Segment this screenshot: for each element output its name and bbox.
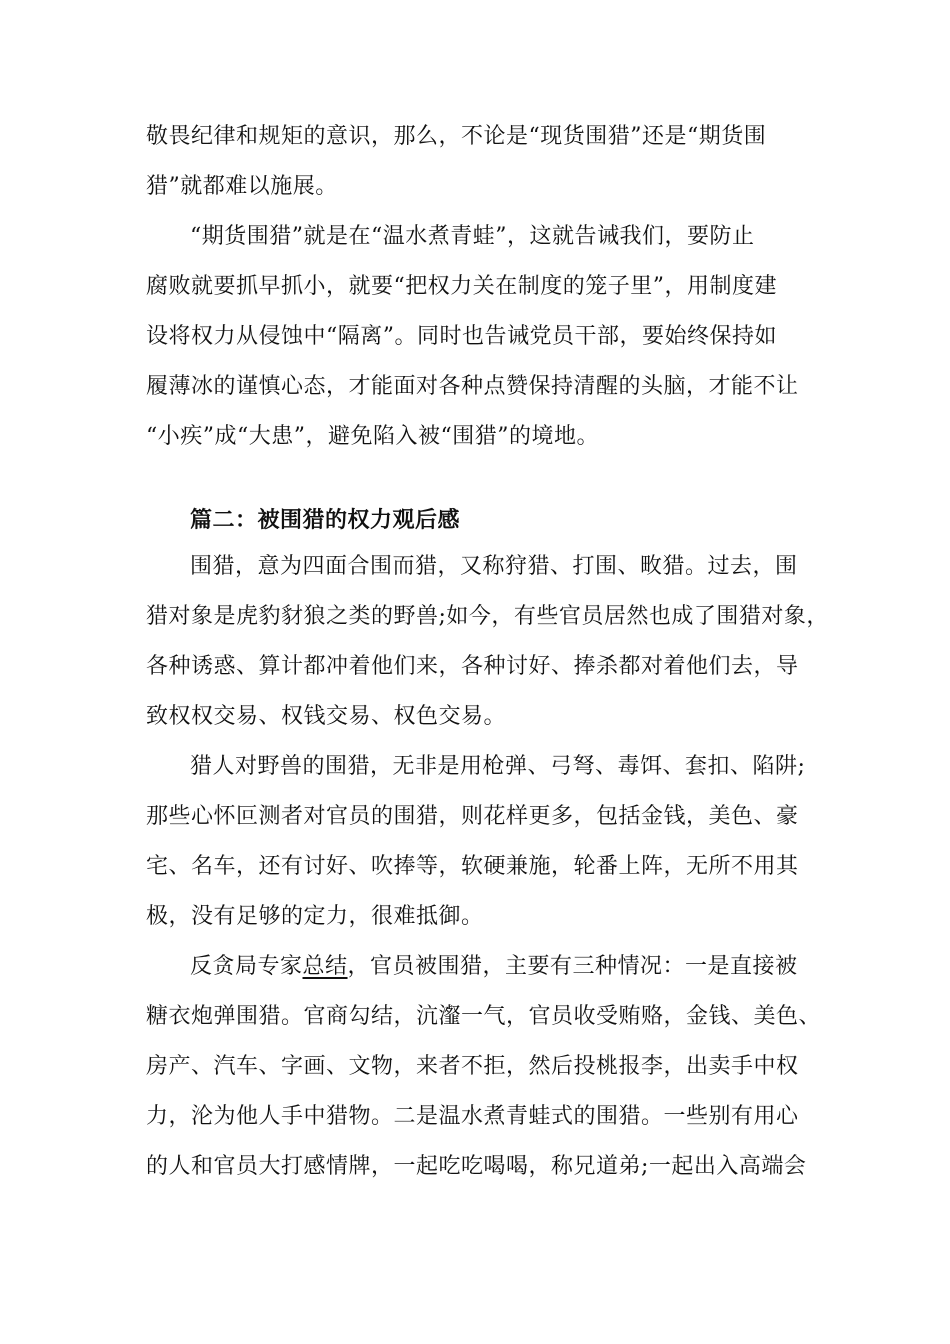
text-line: 围猎，意为四面合围而猎，又称狩猎、打围、畋猎。过去，围: [190, 554, 798, 579]
text-line: 致权权交易、权钱交易、权色交易。: [146, 704, 507, 729]
underlined-term: 总结: [302, 954, 348, 979]
text-line: 各种诱惑、算计都冲着他们来，各种讨好、捧杀都对着他们去，导: [146, 654, 799, 679]
text-line: [190, 952, 950, 982]
text-line: 那些心怀叵测者对官员的围猎，则花样更多，包括金钱，美色、豪: [146, 804, 799, 829]
text-line: 猎对象是虎豹豺狼之类的野兽;如今，有些官员居然也成了围猎对象，: [146, 604, 829, 629]
text-line: 腐败就要抓早抓小，就要“把权力关在制度的笼子里”，用制度建: [146, 274, 777, 299]
text-span: ，官员被围猎，主要有三种情况：一是直接被: [347, 954, 798, 979]
text-line: 宅、名车，还有讨好、吹捧等，软硬兼施，轮番上阵，无所不用其: [146, 854, 799, 879]
text-line: “小疾”成“大患”，避免陷入被“围猎”的境地。: [146, 424, 599, 449]
text-line: 极，没有足够的定力，很难抵御。: [146, 904, 484, 929]
text-line: 糖衣炮弹围猎。官商勾结，沆瀣一气，官员收受贿赂，金钱、美色、: [146, 1004, 822, 1029]
text-line: 履薄冰的谨慎心态，才能面对各种点赞保持清醒的头脑，才能不让: [146, 374, 799, 399]
text-line: 敬畏纪律和规矩的意识，那么，不论是“现货围猎”还是“期货围: [146, 124, 767, 149]
text-line: 力，沦为他人手中猎物。二是温水煮青蛙式的围猎。一些别有用心: [146, 1104, 799, 1129]
text-line: 房产、汽车、字画、文物，来者不拒，然后投桃报李，出卖手中权: [146, 1054, 799, 1079]
text-line: 的人和官员大打感情牌，一起吃吃喝喝，称兄道弟;一起出入高端会: [146, 1154, 807, 1179]
text-line: “期货围猎”就是在“温水煮青蛙”，这就告诫我们，要防止: [190, 224, 755, 249]
text-line: 猎人对野兽的围猎，无非是用枪弹、弓弩、毒饵、套扣、陷阱;: [190, 754, 806, 779]
text-line: 猎”就都难以施展。: [146, 174, 338, 199]
text-line: 设将权力从侵蚀中“隔离”。同时也告诫党员干部，要始终保持如: [146, 324, 777, 349]
text-span: 反贪局专家: [190, 954, 303, 979]
section-heading: 篇二：被围猎的权力观后感: [190, 507, 461, 533]
